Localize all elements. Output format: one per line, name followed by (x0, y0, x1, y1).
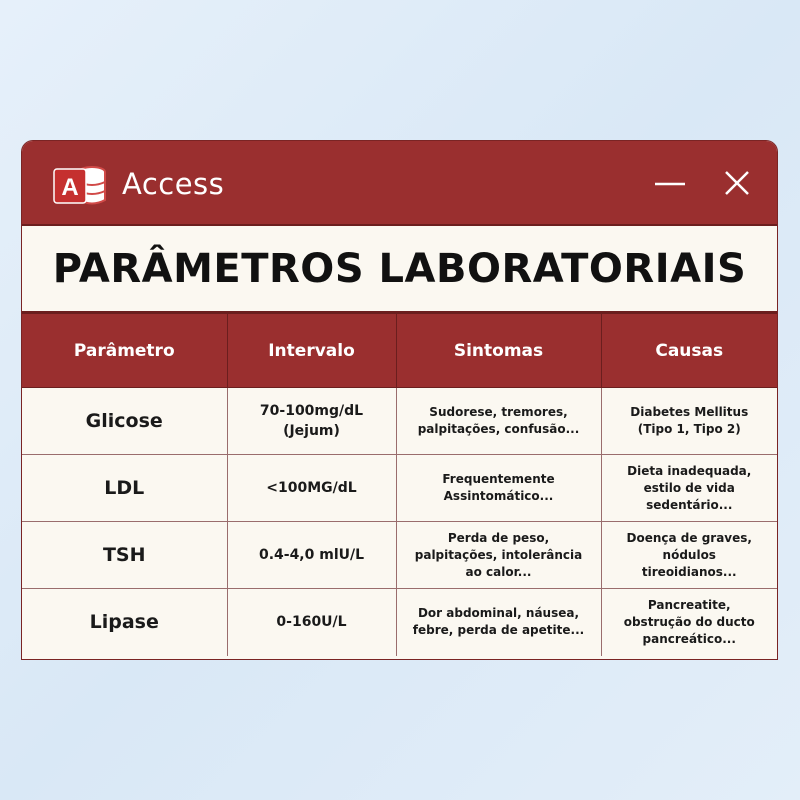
access-logo-icon (52, 163, 108, 209)
cell-sintomas[interactable]: Frequentemente Assintomático... (396, 455, 601, 522)
cell-parametro[interactable]: Lipase (22, 589, 227, 656)
table-row[interactable] (22, 589, 777, 656)
minimize-button[interactable] (650, 163, 690, 203)
cell-sintomas[interactable]: Perda de peso, palpitações, intolerância ao calor... (396, 522, 601, 589)
cell-sintomas[interactable]: Sudorese, tremores, palpitações, confusão... (396, 388, 601, 455)
table-header-row (22, 314, 777, 388)
title-bar[interactable] (22, 141, 777, 226)
heading-band (22, 226, 777, 314)
cell-parametro[interactable]: TSH (22, 522, 227, 589)
parameters-table (22, 314, 777, 656)
cell-intervalo[interactable]: 0-160U/L (227, 589, 396, 656)
cell-causas[interactable]: Doença de graves, nódulos tireoidianos... (601, 522, 777, 589)
cell-causas[interactable]: Pancreatite, obstrução do ducto pancreático... (623, 597, 755, 646)
access-window (21, 140, 778, 660)
cell-parametro[interactable]: Glicose (22, 388, 227, 455)
close-button[interactable] (717, 163, 757, 203)
close-icon (717, 163, 757, 203)
logo-letter: A (61, 174, 79, 201)
column-header-parametro[interactable]: Parâmetro (22, 314, 227, 388)
cell-parametro[interactable]: LDL (22, 455, 227, 522)
cell-intervalo[interactable]: <100MG/dL (227, 455, 396, 522)
cell-sintomas[interactable]: Dor abdominal, náusea, febre, perda de apetite... (396, 589, 601, 656)
page-title: PARÂMETROS LABORATORIAIS (52, 245, 747, 292)
minimize-icon (650, 163, 690, 203)
cell-intervalo[interactable]: 70-100mg/dL (Jejum) (227, 388, 396, 455)
cell-intervalo[interactable]: 0.4-4,0 mlU/L (227, 522, 396, 589)
table-row[interactable] (22, 388, 777, 455)
app-name: Access (122, 167, 225, 201)
table-row[interactable] (22, 522, 777, 589)
cell-causas[interactable]: Diabetes Mellitus (Tipo 1, Tipo 2) (601, 388, 777, 455)
cell-causas[interactable]: Dieta inadequada, estilo de vida sedentário... (601, 455, 777, 522)
column-header-causas[interactable]: Causas (601, 314, 777, 388)
column-header-intervalo[interactable]: Intervalo (227, 314, 396, 388)
column-header-sintomas[interactable]: Sintomas (396, 314, 601, 388)
table-row[interactable] (22, 455, 777, 522)
